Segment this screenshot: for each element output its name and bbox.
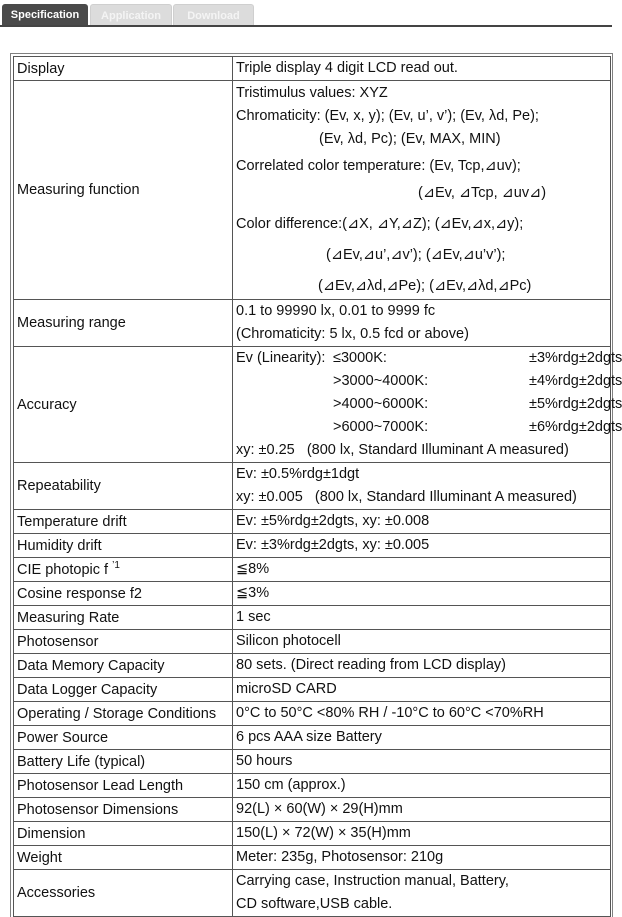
spec-label: Weight [14, 846, 233, 870]
table-row [14, 347, 611, 463]
accuracy-linearity-label: Ev (Linearity): [236, 350, 326, 366]
accuracy-range: >4000~6000K: [333, 396, 429, 412]
measuring-range-line: (Chromaticity: 5 lx, 0.5 fcd or above) [236, 326, 469, 342]
accuracy-value: ±3%rdg±2dgts [529, 350, 622, 366]
spec-value: 92(L) × 60(W) × 29(H)mm [233, 798, 611, 822]
table-row [14, 678, 611, 702]
table-row [14, 534, 611, 558]
accuracy-value: ±5%rdg±2dgts [529, 396, 622, 412]
accuracy-xy-line: xy: ±0.25 (800 lx, Standard Illuminant A measured) [236, 442, 569, 458]
table-row [14, 846, 611, 870]
accessories-line: CD software,USB cable. [236, 896, 393, 912]
spec-label: Battery Life (typical) [14, 750, 233, 774]
spec-label: Accessories [14, 870, 233, 917]
table-row [14, 510, 611, 534]
table-row [14, 750, 611, 774]
measuring-function-line: Correlated color temperature: (Ev, Tcp,⊿uv); [236, 158, 521, 174]
table-row [14, 870, 611, 917]
spec-label: Photosensor [14, 630, 233, 654]
spec-label: Humidity drift [14, 534, 233, 558]
tab-download[interactable]: Download [173, 4, 254, 25]
table-row [14, 558, 611, 582]
accuracy-line [236, 347, 622, 370]
spec-label: Measuring Rate [14, 606, 233, 630]
accuracy-value: ±4%rdg±2dgts [529, 373, 622, 389]
spec-value [233, 870, 611, 917]
spec-label: Measuring function [14, 81, 233, 300]
specification-table [13, 56, 622, 917]
table-row [14, 822, 611, 846]
spec-label: Repeatability [14, 463, 233, 510]
spec-value: ≦8% [233, 558, 611, 582]
table-row [14, 702, 611, 726]
spec-label: Accuracy [14, 347, 233, 463]
spec-value: 1 sec [233, 606, 611, 630]
cie-photopic-label: CIE photopic f [17, 561, 109, 578]
spec-value [233, 347, 622, 463]
spec-value: Ev: ±3%rdg±2dgts, xy: ±0.005 [233, 534, 611, 558]
spec-value: Meter: 235g, Photosensor: 210g [233, 846, 611, 870]
measuring-range-line: 0.1 to 99990 lx, 0.01 to 9999 fc [236, 303, 436, 319]
spec-label: Data Memory Capacity [14, 654, 233, 678]
measuring-function-line: (⊿Ev,⊿u’,⊿v’); (⊿Ev,⊿u’v’); [326, 247, 506, 263]
spec-label: Dimension [14, 822, 233, 846]
table-row [14, 606, 611, 630]
measuring-function-line: Chromaticity: (Ev, x, y); (Ev, u’, v’); (Ev, λd, Pe); [236, 108, 539, 124]
table-row [14, 57, 611, 81]
table-row [14, 654, 611, 678]
repeatability-line: xy: ±0.005 (800 lx, Standard Illuminant A measured) [236, 489, 577, 505]
spec-label: Temperature drift [14, 510, 233, 534]
tab-bar-underline [0, 25, 612, 27]
spec-label [14, 558, 233, 582]
spec-value: microSD CARD [233, 678, 611, 702]
table-row [14, 798, 611, 822]
spec-value: ≦3% [233, 582, 611, 606]
measuring-function-line: (Ev, λd, Pc); (Ev, MAX, MIN) [319, 131, 501, 147]
measuring-function-line: Tristimulus values: XYZ [236, 85, 388, 101]
table-row [14, 582, 611, 606]
table-row [14, 726, 611, 750]
table-row [14, 630, 611, 654]
spec-label: Measuring range [14, 300, 233, 347]
table-row [14, 774, 611, 798]
spec-value [233, 300, 611, 347]
spec-value: 6 pcs AAA size Battery [233, 726, 611, 750]
spec-value: 50 hours [233, 750, 611, 774]
spec-value: Ev: ±5%rdg±2dgts, xy: ±0.008 [233, 510, 611, 534]
spec-label: Power Source [14, 726, 233, 750]
tab-specification[interactable]: Specification [2, 4, 88, 25]
spec-label: Display [14, 57, 233, 81]
accuracy-range: >3000~4000K: [333, 373, 429, 389]
spec-value [233, 81, 611, 300]
table-row [14, 300, 611, 347]
measuring-function-line: (⊿Ev, ⊿Tcp, ⊿uv⊿) [418, 185, 547, 201]
cie-photopic-superscript: ’1 [112, 559, 120, 571]
tab-bar [0, 0, 612, 27]
spec-value: 150 cm (approx.) [233, 774, 611, 798]
spec-label: Data Logger Capacity [14, 678, 233, 702]
table-row [14, 81, 611, 300]
accuracy-value: ±6%rdg±2dgts [529, 419, 622, 435]
accuracy-line [236, 393, 622, 416]
spec-label: Photosensor Dimensions [14, 798, 233, 822]
spec-label: Photosensor Lead Length [14, 774, 233, 798]
table-row [14, 463, 611, 510]
accessories-line: Carrying case, Instruction manual, Battery, [236, 873, 509, 889]
accuracy-line [236, 416, 622, 439]
accuracy-range: ≤3000K: [333, 350, 387, 366]
spec-label: Cosine response f2 [14, 582, 233, 606]
measuring-function-line: Color difference:(⊿X, ⊿Y,⊿Z); (⊿Ev,⊿x,⊿y); [236, 216, 524, 232]
measuring-function-line: (⊿Ev,⊿λd,⊿Pe); (⊿Ev,⊿λd,⊿Pc) [318, 278, 532, 294]
spec-value: 0°C to 50°C <80% RH / -10°C to 60°C <70%RH [233, 702, 611, 726]
tab-application[interactable]: Application [90, 4, 172, 25]
spec-value: Triple display 4 digit LCD read out. [233, 57, 611, 81]
repeatability-line: Ev: ±0.5%rdg±1dgt [236, 466, 360, 482]
spec-value [233, 463, 611, 510]
accuracy-line [236, 370, 622, 393]
specification-panel [10, 53, 622, 917]
accuracy-range: >6000~7000K: [333, 419, 429, 435]
spec-value: 80 sets. (Direct reading from LCD display) [233, 654, 611, 678]
spec-value: 150(L) × 72(W) × 35(H)mm [233, 822, 611, 846]
spec-label: Operating / Storage Conditions [14, 702, 233, 726]
spec-value: Silicon photocell [233, 630, 611, 654]
